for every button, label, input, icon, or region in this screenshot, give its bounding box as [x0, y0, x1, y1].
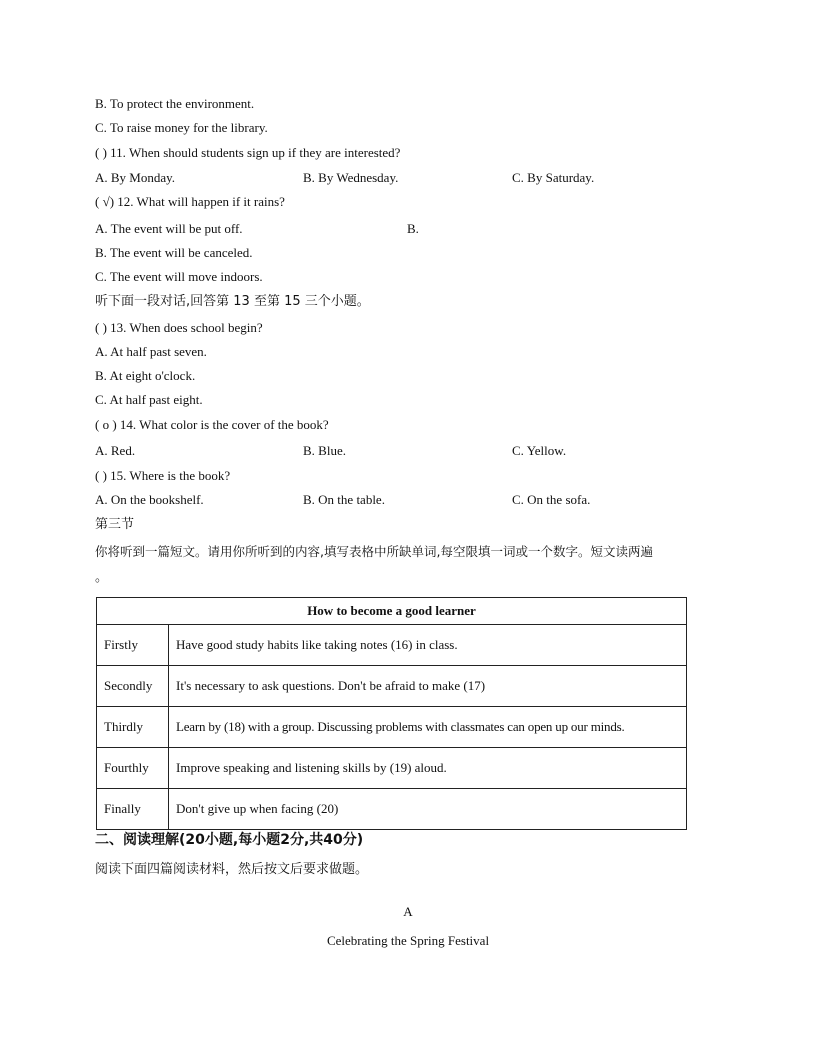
row-label: Firstly: [97, 625, 169, 666]
q12-stem: ( √) 12. What will happen if it rains?: [95, 194, 285, 209]
passage-letter: A: [403, 904, 413, 919]
q15-stem: ( ) 15. Where is the book?: [95, 468, 231, 483]
table-header: How to become a good learner: [97, 598, 687, 625]
table-row: [97, 748, 687, 789]
row-content: Improve speaking and listening skills by (19) aloud.: [169, 748, 687, 789]
q14-stem: ( o ) 14. What color is the cover of the book?: [95, 417, 329, 432]
section3-instruction-line1: 你将听到一篇短文。请用你所听到的内容,填写表格中所缺单词,每空限填一词或一个数字。短文读两遍: [95, 544, 653, 559]
part2-heading: 二、阅读理解(20小题,每小题2分,共40分): [95, 832, 364, 848]
table-row: [97, 789, 687, 830]
q12-option-c: C. The event will move indoors.: [95, 269, 263, 284]
q13-option-c: C. At half past eight.: [95, 392, 203, 407]
q15-option-a: A. On the bookshelf.: [95, 492, 204, 507]
q11-option-a: A. By Monday.: [95, 170, 176, 185]
q10-option-b: B. To protect the environment.: [95, 96, 255, 111]
instruction-13-15: 听下面一段对话,回答第 13 至第 15 三个小题。: [95, 294, 370, 309]
row-label: Thirdly: [97, 707, 169, 748]
q12-option-b: B. The event will be canceled.: [95, 245, 253, 260]
q15-option-b: B. On the table.: [303, 492, 385, 507]
row-content: Have good study habits like taking notes (16) in class.: [169, 625, 687, 666]
q14-option-c: C. Yellow.: [512, 443, 567, 458]
passage-title: Celebrating the Spring Festival: [326, 933, 490, 948]
q11-option-b: B. By Wednesday.: [303, 170, 399, 185]
q11-option-c: C. By Saturday.: [512, 170, 595, 185]
row-content: It's necessary to ask questions. Don't be afraid to make (17): [169, 666, 687, 707]
table-row: [97, 707, 687, 748]
q10-option-c: C. To raise money for the library.: [95, 120, 268, 135]
q14-option-a: A. Red.: [95, 443, 136, 458]
q13-option-b: B. At eight o'clock.: [95, 368, 196, 383]
learner-table: [96, 597, 687, 830]
q12-option-a: A. The event will be put off.: [95, 221, 243, 236]
table-header-row: [97, 598, 687, 625]
q14-option-b: B. Blue.: [303, 443, 346, 458]
row-content: Learn by (18) with a group. Discussing problems with classmates can open up our minds.: [169, 707, 687, 748]
section3-instruction-line2: 。: [95, 570, 109, 585]
row-label: Finally: [97, 789, 169, 830]
part2-instruction: 阅读下面四篇阅读材料，然后按文后要求做题。: [95, 862, 369, 877]
q13-option-a: A. At half past seven.: [95, 344, 207, 359]
q12-option-b-inline: B.: [407, 221, 419, 236]
q13-stem: ( ) 13. When does school begin?: [95, 320, 263, 335]
row-label: Secondly: [97, 666, 169, 707]
table-row: [97, 666, 687, 707]
section3-title: 第三节: [95, 517, 135, 532]
row-label: Fourthly: [97, 748, 169, 789]
row-content: Don't give up when facing (20): [169, 789, 687, 830]
q15-option-c: C. On the sofa.: [512, 492, 591, 507]
q11-stem: ( ) 11. When should students sign up if they are interested?: [95, 145, 401, 160]
table-row: [97, 625, 687, 666]
